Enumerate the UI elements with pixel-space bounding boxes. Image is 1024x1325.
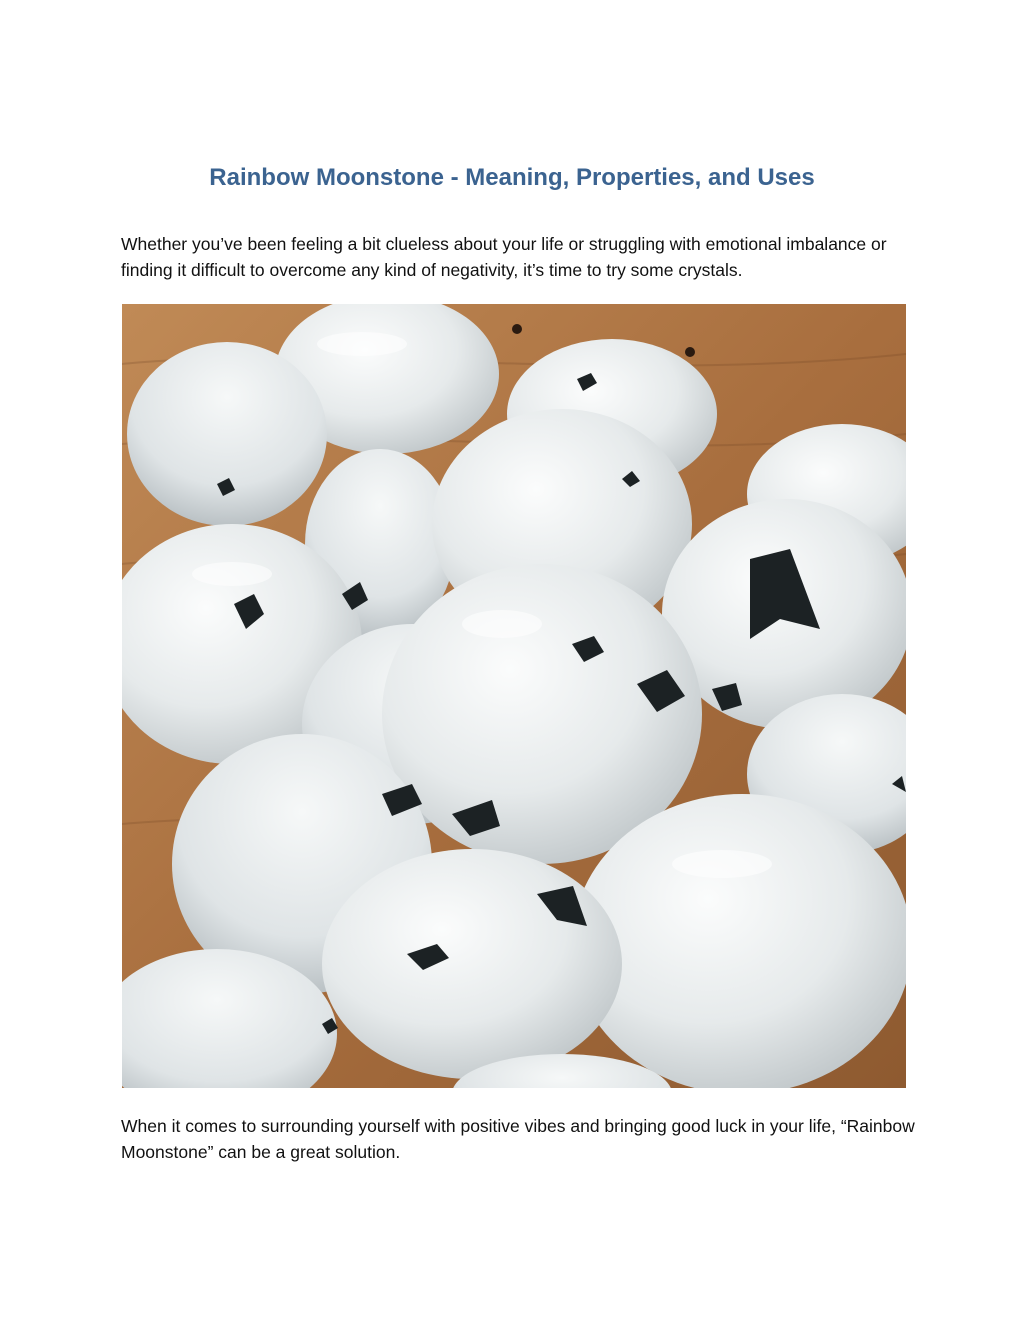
closing-paragraph: When it comes to surrounding yourself with positive vibes and bringing good luck in your life, “Rainbow Moonstone” can be a great solution.	[121, 1116, 915, 1162]
page-title: Rainbow Moonstone - Meaning, Properties, and Uses	[209, 164, 815, 191]
intro-paragraph: Whether you’ve been feeling a bit clueless about your life or struggling with emotional imbalance or finding it difficult to overcome any kind of negativity, it’s time to try some crystals.	[121, 234, 887, 280]
moonstone-photo	[122, 304, 906, 1088]
